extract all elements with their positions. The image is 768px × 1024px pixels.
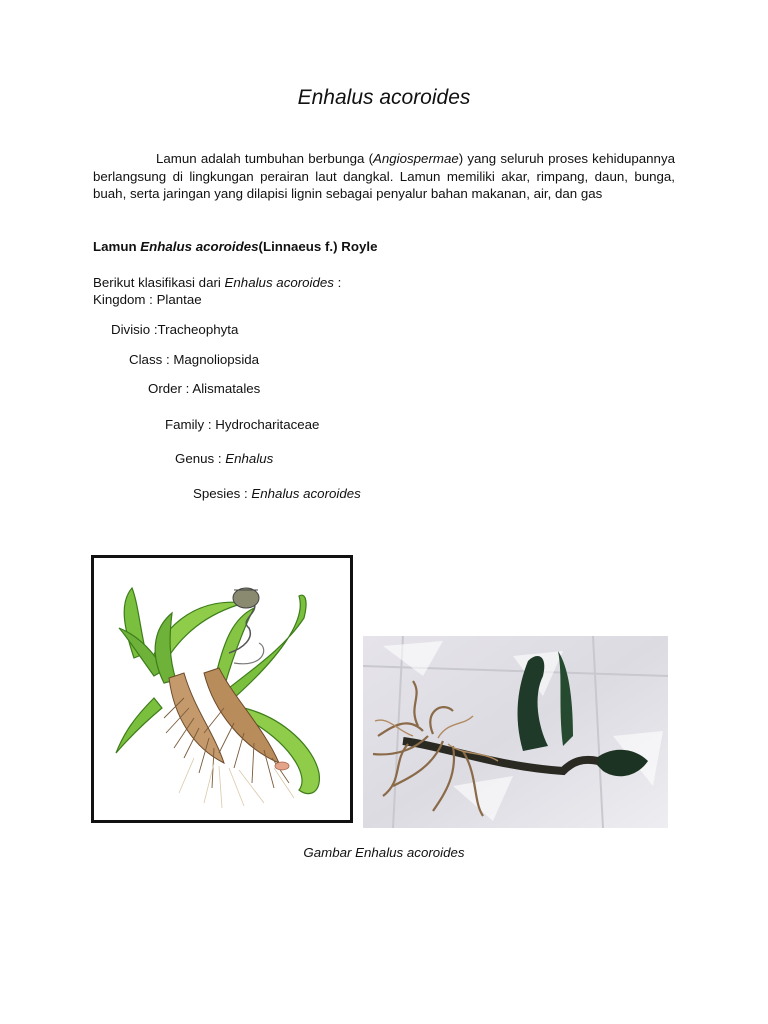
heading-prefix: Lamun xyxy=(93,239,141,254)
seagrass-drawing xyxy=(94,558,350,820)
species-heading xyxy=(93,239,377,254)
specimen-photo xyxy=(363,636,668,828)
classification-genus xyxy=(175,450,273,467)
genus-value: Enhalus xyxy=(225,451,274,466)
intro-text-part1: Lamun adalah tumbuhan berbunga ( xyxy=(156,151,373,166)
intro-term: Angiospermae xyxy=(373,151,459,166)
page-title: Enhalus acoroides xyxy=(297,86,471,109)
intro-text-part2: ) yang seluruh proses kehidupannya berlangsung di lingkungan perairan laut dangkal. Lamun memiliki akar, rimpang, daun, bunga, buah, serta jaringan yang dilapisi lignin sebagai penyalur bahan makanan, air, dan gas xyxy=(93,151,675,201)
classification-intro-prefix: Berikut klasifikasi dari xyxy=(93,275,225,290)
classification-intro-suffix: : xyxy=(333,275,342,290)
genus-label: Genus : xyxy=(175,451,226,466)
classification-order: Order : Alismatales xyxy=(148,381,261,396)
seagrass-photo xyxy=(363,636,668,828)
classification-class: Class : Magnoliopsida xyxy=(129,352,260,367)
classification-family: Family : Hydrocharitaceae xyxy=(165,417,320,432)
classification-intro xyxy=(93,274,341,291)
classification-kingdom: Kingdom : Plantae xyxy=(93,292,202,307)
spesies-value: Enhalus acoroides xyxy=(251,486,361,501)
classification-intro-species: Enhalus acoroides xyxy=(224,275,334,290)
figure-caption: Gambar Enhalus acoroides xyxy=(303,845,465,860)
spesies-label: Spesies : xyxy=(193,486,252,501)
seagrass-illustration xyxy=(91,555,353,823)
classification-spesies xyxy=(193,485,361,502)
classification-divisio: Divisio :Tracheophyta xyxy=(111,322,239,337)
intro-paragraph xyxy=(93,150,675,203)
heading-species: Enhalus acoroides xyxy=(140,239,259,254)
heading-authority: (Linnaeus f.) Royle xyxy=(258,239,378,254)
